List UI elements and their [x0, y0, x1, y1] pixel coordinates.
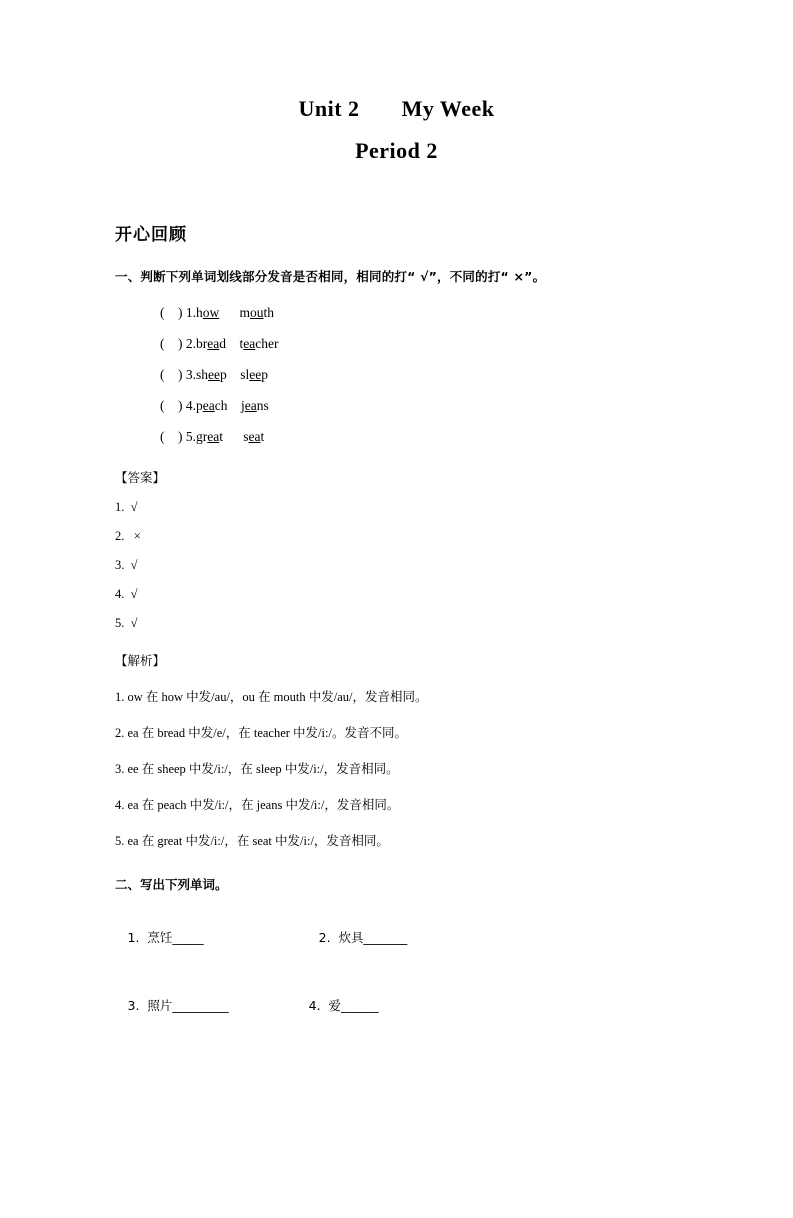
word-gap: [219, 305, 239, 320]
page-title-unit: [0, 96, 793, 122]
word-b-pre: sl: [240, 367, 250, 382]
explanation-label: 【解析】: [115, 653, 166, 668]
word-b-pre: j: [240, 398, 245, 413]
word-a-pre: p: [196, 398, 203, 413]
word-a-pre: sh: [196, 367, 209, 382]
title-name-text: My Week: [401, 96, 495, 121]
answer-item: 4. √: [115, 587, 138, 601]
word-b-underline: ea: [244, 398, 257, 413]
answer-item: 3. √: [115, 558, 138, 572]
write-item-right: 4. 爱______: [308, 998, 379, 1013]
title-unit-text: Unit 2: [298, 96, 360, 121]
answer-label: 【答案】: [115, 470, 166, 485]
explanation-item: 4. ea 在 peach 中发/i:/，在 jeans 中发/i:/，发音相同。: [115, 798, 400, 812]
word-b-post: ns: [256, 398, 269, 413]
word-b-pre: s: [243, 429, 249, 444]
answer-item: 2. ×: [115, 529, 141, 543]
word-b-underline: ea: [243, 336, 256, 351]
word-b-post: t: [260, 429, 265, 444]
word-b-post: p: [261, 367, 268, 382]
item-number: ( ) 3.: [160, 367, 196, 382]
word-a-underline: ea: [207, 429, 220, 444]
list-item: [160, 359, 793, 390]
section-heading: 开心回顾: [115, 225, 187, 245]
word-b-pre: t: [239, 336, 244, 351]
list-item: [160, 297, 793, 328]
answer-item: 5. √: [115, 616, 138, 630]
list-item: [160, 421, 793, 452]
worksheet-page: [0, 96, 793, 1218]
word-a-underline: ow: [202, 305, 220, 320]
explanation-item: 3. ee 在 sheep 中发/i:/，在 sleep 中发/i:/，发音相同。: [115, 762, 399, 776]
explanation-item: 2. ea 在 bread 中发/e/，在 teacher 中发/i:/。发音不同。: [115, 726, 407, 740]
word-a-underline: ea: [207, 336, 220, 351]
page-title-period: Period 2: [355, 138, 438, 163]
word-b-post: cher: [255, 336, 279, 351]
write-item-left: 1. 烹饪_____: [127, 930, 204, 945]
word-b-underline: ea: [248, 429, 261, 444]
word-a-pre: br: [196, 336, 208, 351]
word-a-underline: ea: [202, 398, 215, 413]
list-item: [160, 390, 793, 421]
item-number: ( ) 5.: [160, 429, 196, 444]
word-a-post: d: [219, 336, 226, 351]
write-item-right: 2. 炊具_______: [318, 930, 408, 945]
word-b-underline: ee: [249, 367, 262, 382]
word-gap: [227, 367, 241, 382]
word-a-pre: gr: [196, 429, 208, 444]
word-a-pre: h: [196, 305, 203, 320]
word-gap: [223, 429, 243, 444]
word-gap: [226, 336, 240, 351]
word-a-post: p: [220, 367, 227, 382]
question2-row: [115, 981, 793, 1029]
word-gap: [227, 398, 241, 413]
word-a-underline: ee: [208, 367, 220, 382]
word-a-post: ch: [214, 398, 228, 413]
word-b-post: th: [263, 305, 275, 320]
word-b-pre: m: [239, 305, 251, 320]
list-item: [160, 328, 793, 359]
explanation-item: 1. ow 在 how 中发/au/，ou 在 mouth 中发/au/，发音相同。: [115, 690, 428, 704]
item-number: ( ) 4.: [160, 398, 196, 413]
word-b-underline: ou: [250, 305, 264, 320]
item-number: ( ) 1.: [160, 305, 196, 320]
answer-item: 1. √: [115, 500, 138, 514]
explanation-item: 5. ea 在 great 中发/i:/，在 seat 中发/i:/，发音相同。: [115, 834, 389, 848]
question1-heading: 一、判断下列单词划线部分发音是否相同，相同的打“ √”，不同的打“ ×”。: [115, 269, 546, 284]
question2-heading: 二、写出下列单词。: [115, 877, 228, 892]
item-number: ( ) 2.: [160, 336, 196, 351]
word-a-post: t: [219, 429, 223, 444]
write-item-left: 3. 照片_________: [127, 998, 229, 1013]
question2-row: [115, 913, 793, 961]
question1-items: [160, 297, 793, 452]
